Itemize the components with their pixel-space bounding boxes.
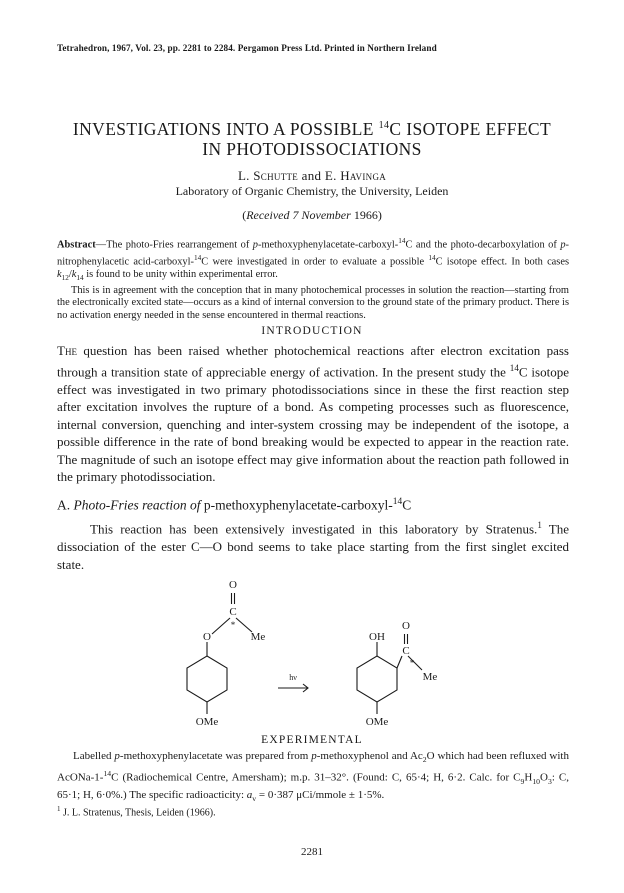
abstract-paragraph-2: This is in agreement with the conception that in many photochemical processes in solution the reaction—starting from the electronically excited state—occurs as a kind of internal conversion to the ground state of the primary product. There is no activation energy needed in the sense encountered in thermal reactions. [57,284,569,321]
product-hydroxyl: OH [369,631,385,643]
reactant-label-star: * [230,620,236,630]
page-number: 2281 [301,846,323,858]
journal-citation: Tetrahedron, 1967, Vol. 23, pp. 2281 to 2284. Pergamon Press Ltd. Printed in Northern Ireland [57,43,437,53]
reactant-carbonyl-c: C [229,606,237,618]
product-methoxy: OMe [365,716,389,728]
section-heading-introduction: INTRODUCTION [261,325,363,337]
product-label-star: * [409,658,415,668]
introduction-paragraph: The question has been raised whether photochemical reactions after electron excitation pass through a transition state of appreciable energy of activation. In the present study the $^{14}$C isotope effect was investigated in two primary photodissociations since in these the first reaction step after excitation involves the rupture of a bond. As competing processes such as fluorescence, internal conversion, quenching and inter-system crossing may be independent of the isotope, a possible difference in the rate of bond breaking would be expected to appear in the reaction rate. The magnitude of such an isotope effect may give information about the reaction path followed in the primary photodissociation. [57,343,569,485]
experimental-paragraph: Labelled p-methoxyphenylacetate was prepared from p-methoxyphenol and $Ac_2O$ which had been refluxed with AcONa-1-$^{14}$C (Radiochemical Centre, Amersham); m.p. 31–32°. (Found: C, 65·4; H, 6·2. Calc. for $C_9H_{10}O_3$: C, 65·1; H, 6·0%.) The specific radioacticity: $a_v = 0\cdot 387$ μCi/mmole ± 1·5%. [57,750,569,803]
abstract-paragraph-1: Abstract—The photo-Fries rearrangement of p-methoxyphenylacetate-carboxyl-$^{14}$C and the photo-decarboxylation of p-nitrophenylacetic acid-carboxyl-$^{14}$C were investigated in order to evaluate a possible $^{14}$C isotope effect. In both cases $k_{12}/k_{14}$ is found to be unity within experimental error. [57,237,569,283]
section-heading-experimental: EXPERIMENTAL [261,734,363,746]
photo-fries-reaction-scheme [150,572,480,732]
abstract-label: Abstract [57,239,96,251]
reactant-ester-o: O [203,631,211,643]
affiliation: Laboratory of Organic Chemistry, the University, Leiden [175,184,449,198]
reactant-methoxy: OMe [195,716,219,728]
product-methyl: Me [422,671,438,683]
product-carbonyl-c: C [402,645,410,657]
arrow-label-hv: hν [289,673,297,682]
reactant-carbonyl-o: O [229,579,237,591]
paper-title-line-1: INVESTIGATIONS INTO A POSSIBLE $^{14}$C ISOTOPE EFFECT [72,119,552,139]
authors: L. Schutte and E. Havinga [237,168,387,183]
product-carbonyl-o: O [402,620,410,632]
footnote-1: $^1$ J. L. Stratenus, Thesis, Leiden (1966). [57,805,216,819]
section-a-paragraph: This reaction has been extensively investigated in this laboratory by Stratenus.$^1$ The dissociation of the ester C—O bond seems to take place starting from the first singlet excited state. [57,520,569,572]
abstract [57,235,569,322]
reactant-methyl: Me [250,631,266,643]
section-heading-a: A. Photo-Fries reaction of p-methoxyphenylacetate-carboxyl-$^{14}$C [57,497,412,513]
paper-title-line-2: IN PHOTODISSOCIATIONS [202,139,422,159]
received-date: (Received 7 November 1966) [242,208,382,222]
